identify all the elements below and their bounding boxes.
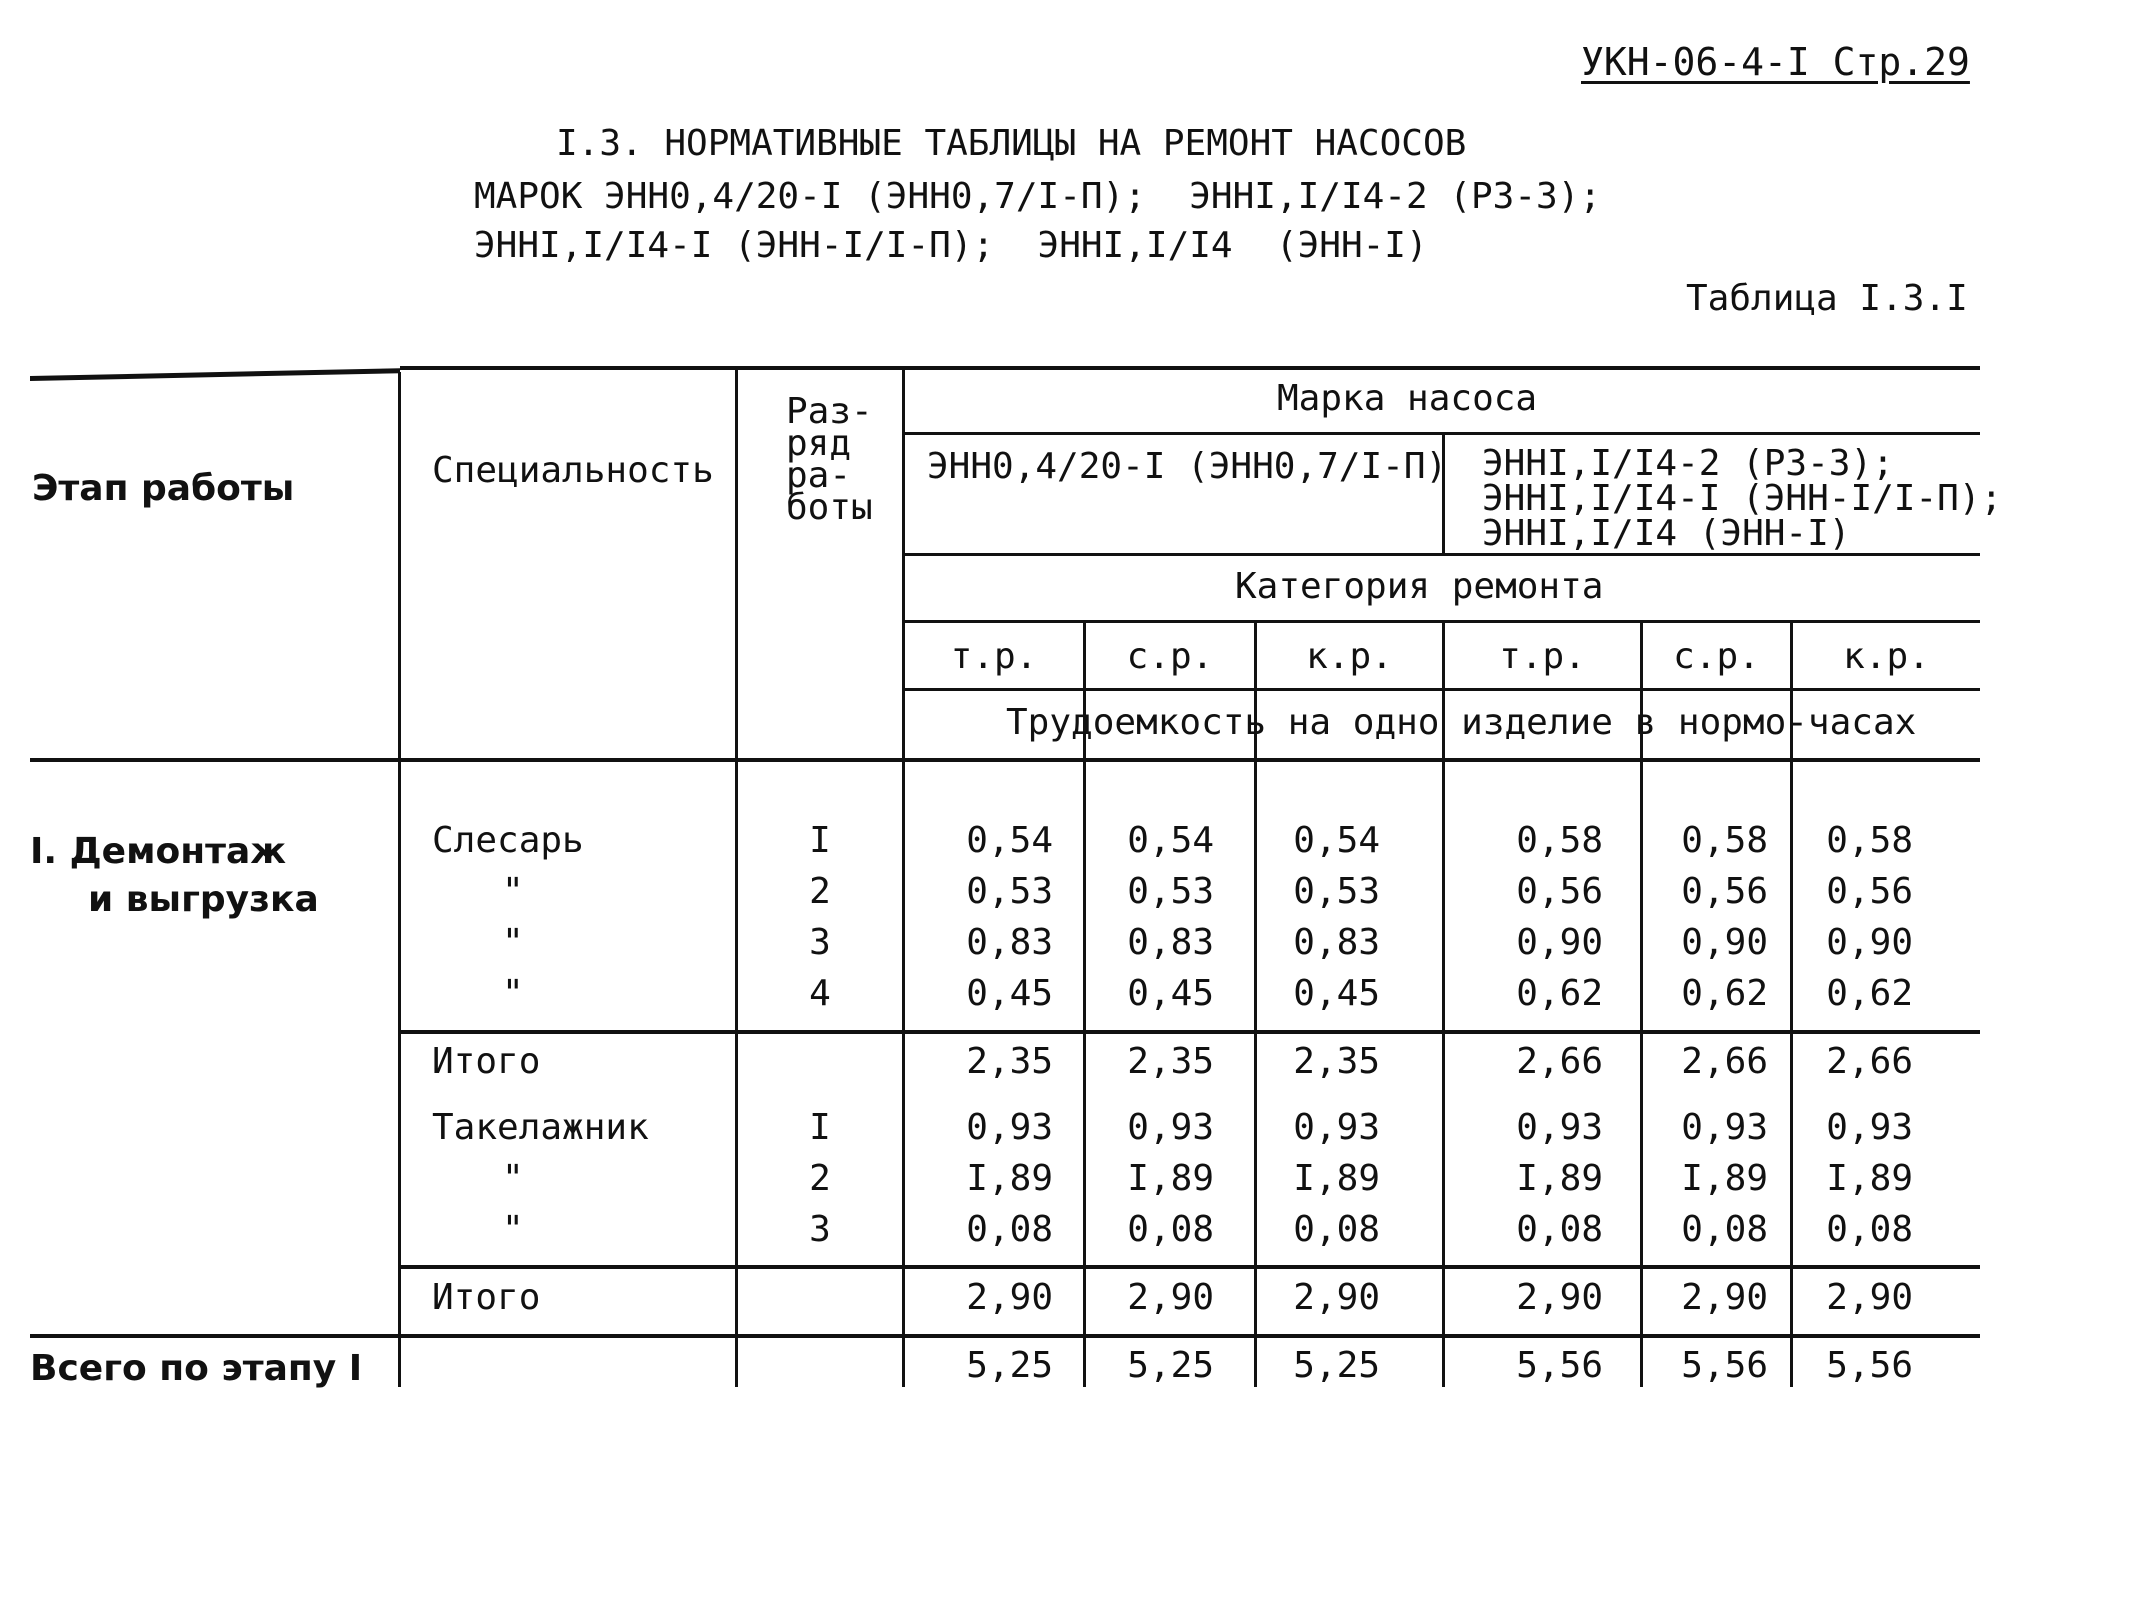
value-cell: 2,90	[1681, 1277, 1768, 1318]
value-cell: 0,54	[1293, 820, 1380, 861]
header-repair-category: Категория ремонта	[1235, 566, 1604, 607]
value-cell: 0,45	[1127, 973, 1214, 1014]
value-cell: 0,93	[966, 1107, 1053, 1148]
stage-title: I. Демонтаж и выгрузка	[30, 831, 319, 920]
value-cell: 2,66	[1681, 1041, 1768, 1082]
value-cell: I,89	[966, 1158, 1053, 1199]
value-cell: 2,90	[1127, 1277, 1214, 1318]
header-labor: Трудоемкость на одно изделие в нормо-часах	[1006, 702, 1917, 743]
value-cell: 5,56	[1826, 1345, 1913, 1386]
header-stage: Этап работы	[32, 468, 295, 509]
specialty-cell: "	[502, 871, 524, 912]
value-cell: I,89	[1127, 1158, 1214, 1199]
value-cell: 0,58	[1516, 820, 1603, 861]
specialty-cell: "	[502, 922, 524, 963]
value-cell: 0,90	[1516, 922, 1603, 963]
value-cell: 0,08	[1293, 1209, 1380, 1250]
value-cell: 0,08	[1826, 1209, 1913, 1250]
value-cell: 0,53	[1127, 871, 1214, 912]
specialty-cell: Такелажник	[432, 1107, 649, 1148]
header-category: т.р.	[1499, 636, 1586, 677]
value-cell: I,89	[1516, 1158, 1603, 1199]
value-cell: 0,62	[1681, 973, 1768, 1014]
header-category: с.р.	[1126, 636, 1214, 677]
specialty-cell: Слесарь	[432, 820, 584, 861]
header-category: с.р.	[1673, 636, 1760, 677]
header-group-1: ЭНН0,4/20-I (ЭНН0,7/I-П)	[927, 446, 1448, 487]
value-cell: 0,08	[1516, 1209, 1603, 1250]
grade-cell: I	[809, 1107, 831, 1148]
value-cell: 2,90	[966, 1277, 1053, 1318]
value-cell: 0,54	[1127, 820, 1214, 861]
value-cell: I,89	[1681, 1158, 1768, 1199]
value-cell: 0,08	[966, 1209, 1053, 1250]
grade-cell: 3	[809, 1209, 831, 1250]
header-grade: Раз- ряд ра- боты	[786, 391, 873, 528]
specialty-cell: "	[502, 973, 524, 1014]
page-reference: УКН-06-4-I Стр.29	[1581, 40, 1970, 84]
value-cell: 0,53	[966, 871, 1053, 912]
grade-cell: I	[809, 820, 831, 861]
value-cell: I,89	[1293, 1158, 1380, 1199]
value-cell: 0,90	[1826, 922, 1913, 963]
value-cell: 2,35	[1127, 1041, 1214, 1082]
value-cell: 5,56	[1681, 1345, 1768, 1386]
value-cell: 2,35	[1293, 1041, 1380, 1082]
value-cell: 0,45	[966, 973, 1053, 1014]
value-cell: 2,90	[1826, 1277, 1913, 1318]
header-specialty: Специальность	[432, 450, 714, 491]
header-category: к.р.	[1843, 636, 1930, 677]
title-line-2: МАРОК ЭНН0,4/20-I (ЭНН0,7/I-П); ЭННI,I/I4-2 (РЗ-3);	[474, 176, 1602, 217]
value-cell: 0,56	[1826, 871, 1913, 912]
value-cell: 2,66	[1516, 1041, 1603, 1082]
header-category: к.р.	[1306, 636, 1393, 677]
value-cell: 0,93	[1516, 1107, 1603, 1148]
value-cell: 0,93	[1127, 1107, 1214, 1148]
value-cell: 5,56	[1516, 1345, 1603, 1386]
header-category: т.р.	[950, 636, 1038, 677]
grade-cell: 4	[809, 973, 831, 1014]
value-cell: 0,45	[1293, 973, 1380, 1014]
specialty-cell: Итого	[432, 1277, 541, 1318]
value-cell: 0,62	[1516, 973, 1603, 1014]
header-pump-brand: Марка насоса	[1277, 378, 1538, 419]
value-cell: 0,93	[1826, 1107, 1913, 1148]
value-cell: 0,93	[1293, 1107, 1380, 1148]
value-cell: 0,93	[1681, 1107, 1768, 1148]
value-cell: 0,62	[1826, 973, 1913, 1014]
grade-cell: 3	[809, 922, 831, 963]
value-cell: 2,66	[1826, 1041, 1913, 1082]
value-cell: 5,25	[966, 1345, 1053, 1386]
value-cell: I,89	[1826, 1158, 1913, 1199]
value-cell: 2,35	[966, 1041, 1053, 1082]
value-cell: 0,90	[1681, 922, 1768, 963]
value-cell: 0,58	[1681, 820, 1768, 861]
value-cell: 0,08	[1681, 1209, 1768, 1250]
total-label: Всего по этапу I	[30, 1348, 363, 1389]
title-line-1: I.3. НОРМАТИВНЫЕ ТАБЛИЦЫ НА РЕМОНТ НАСОСОВ	[556, 123, 1467, 164]
specialty-cell: "	[502, 1158, 524, 1199]
value-cell: 0,83	[966, 922, 1053, 963]
header-group-2: ЭННI,I/I4-2 (РЗ-3); ЭННI,I/I4-I (ЭНН-I/I-П); ЭННI,I/I4 (ЭНН-I)	[1482, 443, 2003, 554]
value-cell: 0,56	[1516, 871, 1603, 912]
grade-cell: 2	[809, 1158, 831, 1199]
value-cell: 0,58	[1826, 820, 1913, 861]
value-cell: 2,90	[1516, 1277, 1603, 1318]
table-label: Таблица I.3.I	[1686, 278, 1968, 319]
value-cell: 0,56	[1681, 871, 1768, 912]
value-cell: 0,83	[1127, 922, 1214, 963]
specialty-cell: Итого	[432, 1041, 541, 1082]
grade-cell: 2	[809, 871, 831, 912]
value-cell: 0,53	[1293, 871, 1380, 912]
value-cell: 5,25	[1293, 1345, 1380, 1386]
value-cell: 5,25	[1127, 1345, 1214, 1386]
value-cell: 0,83	[1293, 922, 1380, 963]
value-cell: 2,90	[1293, 1277, 1380, 1318]
title-line-3: ЭННI,I/I4-I (ЭНН-I/I-П); ЭННI,I/I4 (ЭНН-I)	[474, 225, 1428, 266]
value-cell: 0,54	[966, 820, 1053, 861]
value-cell: 0,08	[1127, 1209, 1214, 1250]
specialty-cell: "	[502, 1209, 524, 1250]
